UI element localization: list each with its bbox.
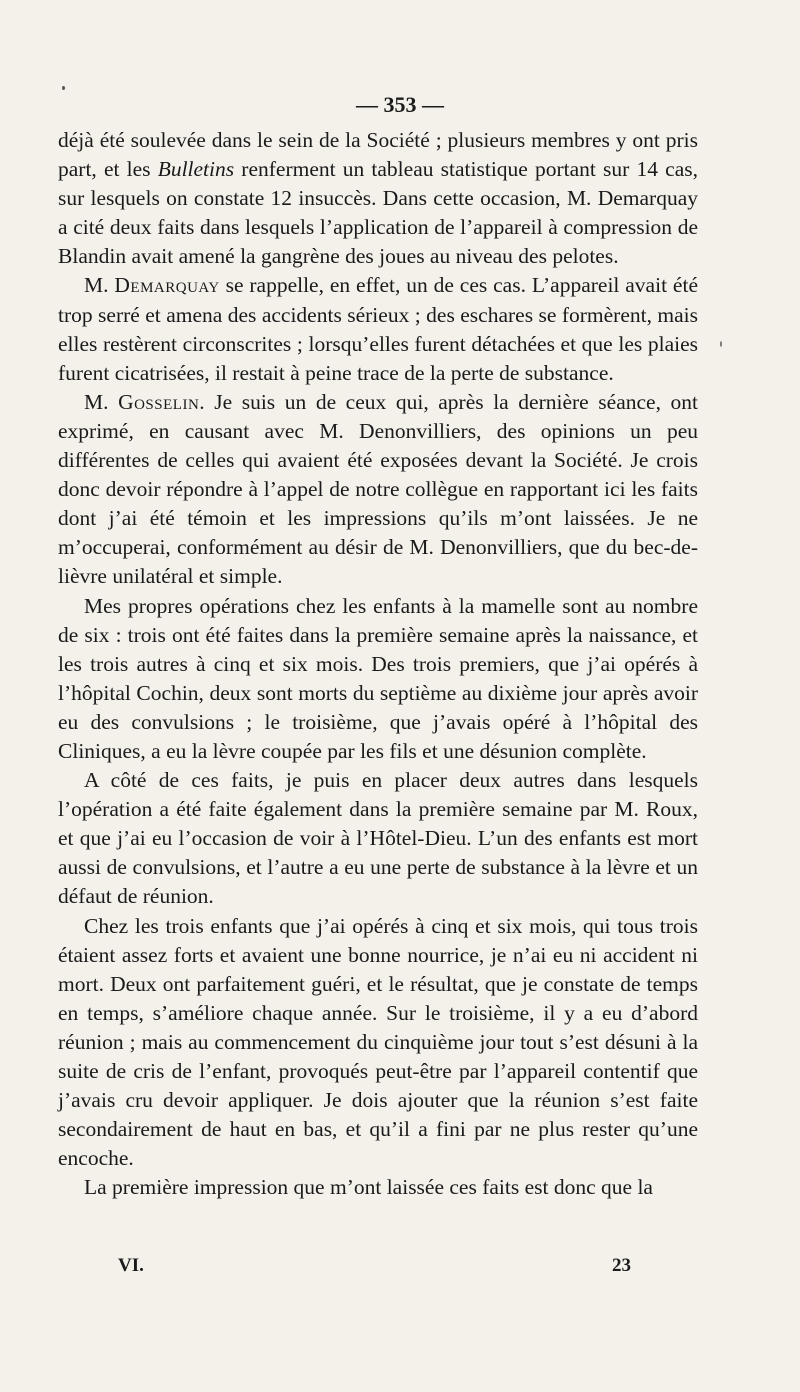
paragraph bbox=[58, 592, 698, 767]
page-number: — 353 — bbox=[356, 92, 444, 117]
paragraph bbox=[58, 126, 698, 271]
speaker-name: Gosselin bbox=[118, 389, 200, 414]
paragraph bbox=[58, 1173, 698, 1202]
speaker-name: Demarquay bbox=[114, 273, 220, 298]
paragraph bbox=[58, 766, 698, 911]
text-run: Mes propres opérations chez les enfants à la mamelle sont au nombre de six : trois ont été faites dans la première semaine après la naissance, et les trois autres à cinq et six mois. Des trois premiers, que j’ai opérés à l’hôpital Cochin, deux sont morts du septième au dixième jour après avoir eu des convulsions ; le troisième, que j’avais opéré à l’hôpital des Cliniques, a eu la lèvre coupée par les fils et une désunion complète. bbox=[58, 593, 698, 763]
body-text bbox=[58, 126, 698, 1202]
text-run: La première impression que m’ont laissée ces faits est donc que la bbox=[84, 1175, 653, 1200]
ink-speck bbox=[62, 86, 65, 90]
text-run: A côté de ces faits, je puis en placer deux autres dans lesquels l’opération a été faite également dans la première semaine par M. Roux, et que j’ai eu l’occasion de voir à l’Hôtel-Dieu. L’un des enfants est mort aussi de convulsions, et l’autre a eu une perte de substance à la lèvre et un défaut de réunion. bbox=[58, 768, 698, 909]
signature-mark-left: VI. bbox=[118, 1255, 144, 1276]
ink-speck bbox=[720, 341, 722, 347]
paragraph bbox=[58, 271, 698, 387]
text-run: M. bbox=[84, 273, 115, 298]
text-run: se rappelle, en effet, un de ces cas. L’appareil avait été trop serré et amena des accidents sérieux ; des eschares se formèrent, mais elles restèrent circonscrites ; lorsqu’elles furent détachées et que les plaies furent cicatrisées, il restait à peine trace de la perte de substance. bbox=[58, 273, 698, 385]
text-run: M. bbox=[84, 389, 119, 414]
italic-title: Bulletins bbox=[157, 157, 235, 182]
text-run: déjà été soulevée dans le sein de la Société ; plusieurs membres y ont pris part, et les bbox=[58, 128, 698, 182]
text-run: renferment un tableau statistique portant sur 14 cas, sur lesquels on constate 12 insuccès. Dans cette occasion, M. Demarquay a cité deux faits dans lesquels l’application de l’appareil à compression de Blandin avait amené la gangrène des joues au niveau des pelotes. bbox=[58, 157, 698, 269]
page-footer bbox=[0, 1255, 800, 1281]
text-run: Chez les trois enfants que j’ai opérés à cinq et six mois, qui tous trois étaient assez forts et avaient une bonne nourrice, je n’ai eu ni accident ni mort. Deux ont parfaitement guéri, et le résultat, que je constate de temps en temps, s’améliore chaque année. Sur le troisième, il y a eu d’abord réunion ; mais au commencement du cinquième jour tout s’est désuni à la suite de cris de l’enfant, provoqués peut-être par l’appareil contentif que j’avais cru devoir appliquer. Je dois ajouter que la réunion s’est faite secondairement de haut en bas, et qu’il a fini par ne plus rester qu’une encoche. bbox=[58, 913, 698, 1171]
paragraph bbox=[58, 388, 698, 592]
signature-mark-right: 23 bbox=[612, 1255, 631, 1276]
paragraph bbox=[58, 912, 698, 1174]
text-run: . Je suis un de ceux qui, après la dernière séance, ont exprimé, en causant avec M. Denonvilliers, des opinions un peu différentes de celles qui avaient été exposées devant la Société. Je crois donc devoir répondre à l’appel de notre collègue en rapportant ici les faits dont j’ai été témoin et les impressions qu’ils m’ont laissées. Je ne m’occuperai, conformément au désir de M. Denonvilliers, que du bec-de-lièvre unilatéral et simple. bbox=[58, 389, 699, 589]
